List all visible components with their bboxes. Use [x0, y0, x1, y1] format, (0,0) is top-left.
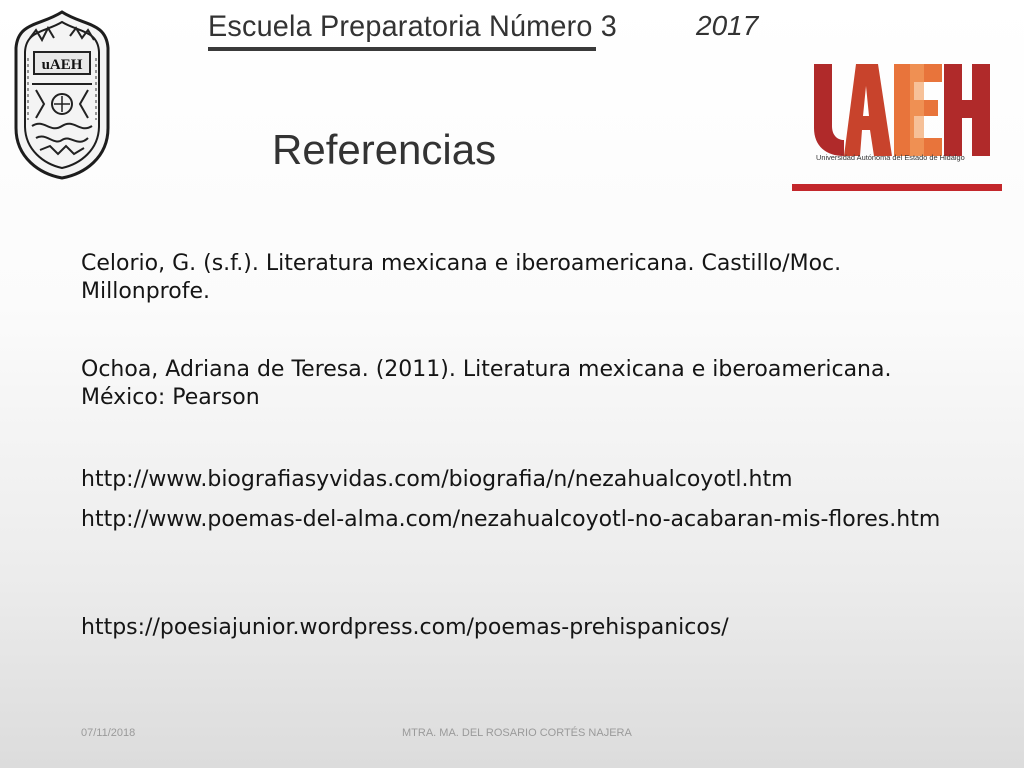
school-seal-icon [10, 8, 114, 180]
uaeh-logo [792, 56, 1004, 196]
slide-title: Referencias [272, 126, 497, 173]
school-name: Escuela Preparatoria Número 3 [208, 10, 617, 43]
reference-link[interactable]: https://poesiajunior.wordpress.com/poemas-prehispanicos/ [81, 615, 729, 640]
uaeh-logo-subtitle: Universidad Autónoma del Estado de Hidalgo [816, 153, 965, 162]
footer-date: 07/11/2018 [81, 727, 136, 739]
footer-author: MTRA. MA. DEL ROSARIO CORTÉS NAJERA [402, 727, 632, 739]
reference-item: Celorio, G. (s.f.). Literatura mexicana e iberoamericana. Castillo/Moc. Millonprofe. [81, 251, 842, 304]
header-year: 2017 [696, 10, 759, 41]
school-name-underline [208, 47, 596, 51]
reference-link[interactable]: http://www.poemas-del-alma.com/nezahualcoyotl-no-acabaran-mis-flores.htm [81, 507, 941, 532]
reference-item: Ochoa, Adriana de Teresa. (2011). Literatura mexicana e iberoamericana. México: Pearson [81, 357, 892, 410]
reference-link[interactable]: http://www.biografiasyvidas.com/biografia/n/nezahualcoyotl.htm [81, 467, 793, 492]
seal-text: uAEH [41, 57, 83, 73]
